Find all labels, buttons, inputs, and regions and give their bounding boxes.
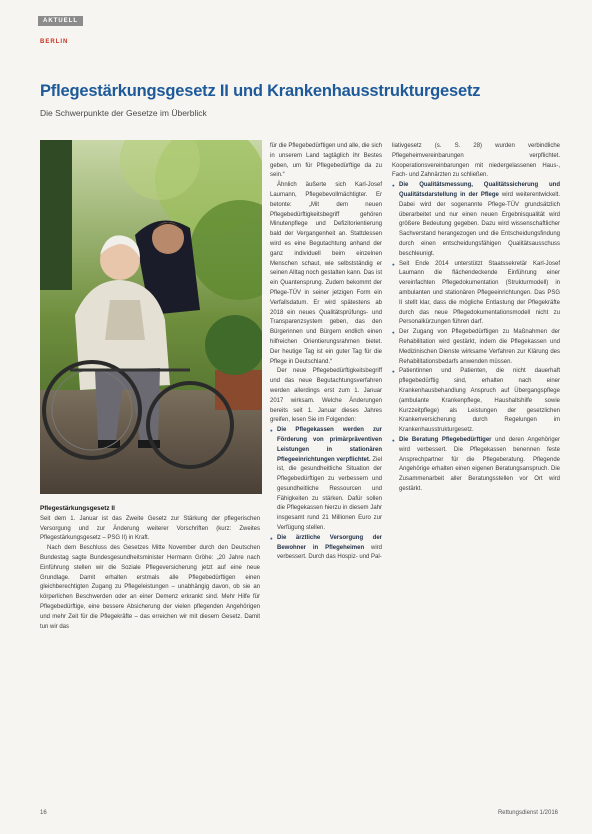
text-column-3 — [392, 142, 560, 495]
list-item-bold: Die Qualitätsmessung, Qualitätssicherung und Qualitätsdarstellung in der Pflege — [399, 182, 560, 198]
paragraph: Der neue Pflegebedürftigkeitsbegriff und das neue Begutachtungsverfahren werden allerdings erst zum 1. Januar 2017 wirksam. Welche Änderungen bereits seit 1. Januar dieses Jahres greifen, lesen Sie im Folgenden: — [270, 368, 382, 424]
list-item-text: Der Zugang von Pflegebedürftigen zu Maßnahmen der Rehabilitation wird gestärkt, indem die Pflegekassen und Medizinischen Dienste wirksame Verfahren zur Klärung des Rehabilitationsbedarfs anwenden müssen. — [399, 329, 560, 365]
paragraph: Ähnlich äußerte sich Karl-Josef Laumann, Pflegebevollmächtigter. Er betonte: „Mit dem neuen Pflegebedürftigkeitsbegriff gehören Minutenpflege und Defizitorientierung bald der Vergangenheit an. Stattdessen wird es eine Begutachtung anhand der ganz individuell beim einzelnen Menschen schaut, wie selbstständig er seinen Alltag noch gestalten kann. Das ist ein Quantensprung. Zudem bekommt der Pflege-TÜV in seiner jetzigen Form ein Verfallsdatum. Er wird spätestens ab 2018 ein neues Qualitätsprüfungs- und Transparenzsystem geben, das den Bürgerinnen und Bürgern endlich einen hilfreichen Orientierungsrahmen bietet. Der heutige Tag ist ein guter Tag für die Pflege in Deutschland.“ — [270, 182, 382, 365]
page-number: 16 — [40, 810, 47, 816]
list-item-bold: Die Pflegekassen werden zur Förderung von primärpräventiven Leistungen in stationären Pflegeeinrichtungen verpflichtet. — [277, 427, 382, 463]
list-item — [392, 328, 560, 367]
list-item-bold: Die Beratung Pflegebedürftiger — [399, 436, 492, 443]
bullet-list — [270, 426, 382, 563]
text-column-1 — [40, 504, 260, 632]
paragraph: für die Pflegebedürftigen und alle, die sich in unserem Land tagtäglich ihr Bestes geben, um für Pflegebedürftige da zu sein.“ — [270, 143, 382, 179]
paragraph: liativgesetz (s. S. 28) wurden verbindliche Pflegeheimvereinbarungen verpflichtet. Kooperationsvereinbarungen mit niedergelassenen Haus-, Fach- und Zahnärzten zu schließen. — [392, 143, 560, 179]
list-item — [392, 436, 560, 495]
list-item — [392, 367, 560, 436]
list-item-text: Patientinnen und Patienten, die nicht dauerhaft pflegebedürftig sind, erhalten nach einer Krankenhausbehandlung Anspruch auf Übergangspflege (ambulante Krankenpflege, Haushaltshilfe sowie Kurzzeitpflege) als Leistungen der gesetzlichen Krankenversicherung durch Regelungen im Krankenhausstrukturgesetz. — [399, 368, 560, 434]
list-item-text: und deren Angehöriger wird verbessert. Die Pflegekassen benennen feste Ansprechpartner für die Pflegeberatung. Pflegende Angehörige erhalten einen eigenen Beratungsanspruch. Die Zusammenarbeit aller Beratungsstellen vor Ort wird gestärkt. — [399, 436, 561, 492]
section-heading: Pflegestärkungsgesetz II — [40, 505, 115, 512]
list-item — [270, 534, 382, 563]
paragraph: Nach dem Beschluss des Gesetzes Mitte November durch den Deutschen Bundestag sagte Bundesgesundheitsminister Hermann Gröhe: „20 Jahre nach Einführung stellen wir die Soziale Pflegeversicherung jetzt auf eine neue Grundlage. Damit erhalten erstmals alle Pflegebedürftigen einen gleichberechtigten Zugang zu Pflegeleistungen – unabhängig davon, ob sie an körperlichen Beschwerden oder an einer Demenz erkrankt sind. Mehr Hilfe für Pflegebedürftige, eine bessere Absicherung der vielen pflegenden Angehörigen und mehr Zeit für die Pflegekräfte – das erreichen wir mit diesem Gesetz. Damit tun wir das — [40, 545, 260, 630]
list-item-bold: Die ärztliche Versorgung der Bewohner in Pflegeheimen — [277, 534, 382, 551]
text-column-2 — [270, 142, 382, 563]
list-item-text: Ziel ist, die gesundheitliche Situation der Pflegebedürftigen zu verbessern und gesundheitliche Ressourcen und Fähigkeiten zu stärken. Dafür sollen die Pflegekassen hierzu in diesem Jahr insgesamt rund 21 Millionen Euro zur Verfügung stellen. — [277, 456, 382, 532]
section-label: BERLIN — [40, 39, 69, 45]
bullet-list — [392, 181, 560, 495]
list-item-text: wird verbessert. Durch das Hospiz- und Pal- — [277, 544, 382, 561]
list-item — [392, 181, 560, 259]
list-item-text: wird weiterentwickelt. Dabei wird der sogenannte Pflege-TÜV grundsätzlich überarbeitet und nur einen neuen Ergebnisqualität wird größere Bedeutung gegeben. Dazu wird wissenschaftlicher Sachverstand herangezogen und die Entscheidungsfindung durch einen entscheidungsfähigen Qualitätsausschuss beschleunigt. — [399, 191, 560, 257]
list-item — [270, 426, 382, 534]
article-title: Pflegestärkungsgesetz II und Krankenhausstrukturgesetz — [40, 82, 481, 100]
list-item-text: Seit Ende 2014 unterstützt Staatssekretär Karl-Josef Laumann die flächendeckende Einführung einer vereinfachten Pflegedokumentation (Strukturmodell) in ambulanten und stationären Pflegeeinrichtungen. Das PSG II stellt klar, dass die mögliche Entlastung der Pflegekräfte durch das neue Pflegedokumentationsmodell nicht zu Personalkürzungen führen darf. — [399, 260, 560, 326]
article-subtitle: Die Schwerpunkte der Gesetze im Überblick — [40, 108, 207, 118]
paragraph: Seit dem 1. Januar ist das Zweite Gesetz zur Stärkung der pflegerischen Versorgung und zur Änderung weiterer Vorschriften (kurz: Zweites Pflegestärkungsgesetz – PSG II) in Kraft. — [40, 515, 260, 542]
category-tag: AKTUELL — [38, 16, 83, 26]
journal-name: Rettungsdienst 1/2016 — [497, 810, 558, 816]
article-photo — [40, 140, 262, 494]
list-item — [392, 260, 560, 329]
